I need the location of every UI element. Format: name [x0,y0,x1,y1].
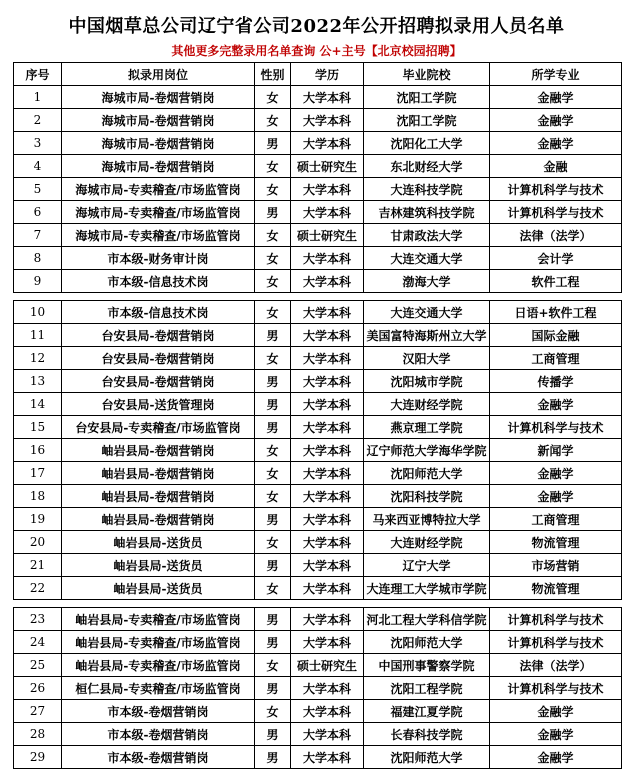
cell-gender: 女 [255,700,291,723]
cell-major: 软件工程 [490,270,622,293]
cell-major: 金融学 [490,109,622,132]
table-row [14,631,622,654]
cell-gender: 男 [255,370,291,393]
cell-index: 9 [14,270,62,293]
cell-education: 大学本科 [291,554,364,577]
cell-position: 台安县局-送货管理岗 [62,393,255,416]
table-row [14,86,622,109]
table-row [14,439,622,462]
cell-position: 海城市局-卷烟营销岗 [62,155,255,178]
cell-education: 大学本科 [291,178,364,201]
cell-education: 大学本科 [291,631,364,654]
cell-gender: 男 [255,746,291,769]
cell-gender: 女 [255,109,291,132]
cell-school: 福建江夏学院 [364,700,490,723]
cell-index: 13 [14,370,62,393]
cell-education: 大学本科 [291,109,364,132]
cell-gender: 女 [255,347,291,370]
cell-education: 大学本科 [291,746,364,769]
cell-index: 17 [14,462,62,485]
cell-school: 沈阳师范大学 [364,746,490,769]
cell-major: 国际金融 [490,324,622,347]
cell-school: 沈阳城市学院 [364,370,490,393]
table-row [14,577,622,600]
cell-school: 沈阳工学院 [364,109,490,132]
cell-school: 大连交通大学 [364,247,490,270]
cell-index: 28 [14,723,62,746]
cell-position: 台安县局-专卖稽查/市场监管岗 [62,416,255,439]
cell-major: 金融学 [490,485,622,508]
cell-education: 大学本科 [291,577,364,600]
cell-position: 岫岩县局-送货员 [62,577,255,600]
cell-position: 市本级-卷烟营销岗 [62,700,255,723]
cell-gender: 男 [255,508,291,531]
table-row [14,746,622,769]
cell-position: 岫岩县局-卷烟营销岗 [62,485,255,508]
cell-index: 2 [14,109,62,132]
cell-school: 东北财经大学 [364,155,490,178]
cell-school: 汉阳大学 [364,347,490,370]
cell-index: 16 [14,439,62,462]
cell-education: 大学本科 [291,439,364,462]
cell-education: 大学本科 [291,201,364,224]
cell-education: 大学本科 [291,347,364,370]
cell-gender: 男 [255,324,291,347]
cell-school: 沈阳工学院 [364,86,490,109]
cell-education: 大学本科 [291,301,364,324]
cell-school: 甘肃政法大学 [364,224,490,247]
table-row [14,178,622,201]
cell-index: 22 [14,577,62,600]
cell-position: 岫岩县局-专卖稽查/市场监管岗 [62,631,255,654]
cell-index: 24 [14,631,62,654]
table-row [14,270,622,293]
cell-school: 吉林建筑科技学院 [364,201,490,224]
cell-education: 大学本科 [291,393,364,416]
cell-school: 沈阳科技学院 [364,485,490,508]
cell-major: 工商管理 [490,508,622,531]
cell-education: 大学本科 [291,416,364,439]
cell-education: 大学本科 [291,132,364,155]
cell-school: 马来西亚博特拉大学 [364,508,490,531]
cell-index: 5 [14,178,62,201]
cell-school: 长春科技学院 [364,723,490,746]
cell-school: 大连财经学院 [364,531,490,554]
cell-gender: 女 [255,224,291,247]
table-row [14,700,622,723]
cell-school: 大连财经学院 [364,393,490,416]
cell-index: 4 [14,155,62,178]
cell-major: 金融学 [490,700,622,723]
cell-position: 市本级-财务审计岗 [62,247,255,270]
cell-position: 岫岩县局-送货员 [62,554,255,577]
cell-major: 金融学 [490,746,622,769]
cell-gender: 女 [255,577,291,600]
cell-major: 计算机科学与技术 [490,178,622,201]
cell-index: 25 [14,654,62,677]
cell-education: 大学本科 [291,86,364,109]
cell-index: 11 [14,324,62,347]
table-row [14,485,622,508]
cell-school: 河北工程大学科信学院 [364,608,490,631]
cell-position: 岫岩县局-专卖稽查/市场监管岗 [62,608,255,631]
cell-major: 市场营销 [490,554,622,577]
table-header-row [14,63,622,86]
header-position: 拟录用岗位 [62,63,255,86]
cell-position: 市本级-信息技术岗 [62,270,255,293]
cell-major: 金融学 [490,132,622,155]
cell-school: 辽宁师范大学海华学院 [364,439,490,462]
cell-school: 燕京理工学院 [364,416,490,439]
cell-school: 大连理工大学城市学院 [364,577,490,600]
cell-gender: 男 [255,631,291,654]
cell-position: 市本级-卷烟营销岗 [62,746,255,769]
cell-position: 海城市局-专卖稽查/市场监管岗 [62,224,255,247]
cell-position: 海城市局-卷烟营销岗 [62,109,255,132]
cell-index: 15 [14,416,62,439]
cell-position: 市本级-信息技术岗 [62,301,255,324]
cell-index: 12 [14,347,62,370]
cell-major: 金融 [490,155,622,178]
table-row [14,416,622,439]
cell-school: 中国刑事警察学院 [364,654,490,677]
cell-position: 岫岩县局-送货员 [62,531,255,554]
cell-position: 海城市局-卷烟营销岗 [62,132,255,155]
table-row [14,132,622,155]
cell-school: 沈阳师范大学 [364,462,490,485]
cell-major: 工商管理 [490,347,622,370]
cell-education: 大学本科 [291,485,364,508]
cell-gender: 女 [255,270,291,293]
cell-major: 日语+软件工程 [490,301,622,324]
cell-gender: 男 [255,723,291,746]
table-body [14,86,622,769]
table-row [14,301,622,324]
header-education: 学历 [291,63,364,86]
page-gap-cell [14,293,622,301]
cell-index: 21 [14,554,62,577]
table-row [14,224,622,247]
cell-gender: 男 [255,201,291,224]
cell-index: 10 [14,301,62,324]
cell-major: 计算机科学与技术 [490,631,622,654]
document-title: 中国烟草总公司辽宁省公司2022年公开招聘拟录用人员名单 [68,16,565,37]
cell-major: 金融学 [490,393,622,416]
cell-index: 1 [14,86,62,109]
cell-index: 14 [14,393,62,416]
cell-index: 19 [14,508,62,531]
cell-school: 沈阳化工大学 [364,132,490,155]
cell-index: 20 [14,531,62,554]
cell-school: 大连科技学院 [364,178,490,201]
cell-education: 大学本科 [291,462,364,485]
cell-position: 岫岩县局-卷烟营销岗 [62,439,255,462]
cell-major: 金融学 [490,86,622,109]
cell-education: 大学本科 [291,270,364,293]
document-subtitle: 其他更多完整录用名单查询 公+主号【北京校园招聘】 [171,44,462,58]
cell-education: 大学本科 [291,700,364,723]
cell-education: 大学本科 [291,608,364,631]
cell-school: 渤海大学 [364,270,490,293]
cell-gender: 女 [255,301,291,324]
cell-education: 大学本科 [291,508,364,531]
table-row [14,723,622,746]
header-major: 所学专业 [490,63,622,86]
cell-position: 海城市局-专卖稽查/市场监管岗 [62,201,255,224]
table-row [14,677,622,700]
table-row [14,347,622,370]
table-row [14,201,622,224]
cell-gender: 男 [255,677,291,700]
cell-school: 大连交通大学 [364,301,490,324]
cell-major: 会计学 [490,247,622,270]
cell-position: 台安县局-卷烟营销岗 [62,324,255,347]
table-row [14,608,622,631]
cell-major: 法律（法学） [490,224,622,247]
cell-index: 29 [14,746,62,769]
cell-gender: 女 [255,531,291,554]
cell-education: 大学本科 [291,677,364,700]
cell-position: 台安县局-卷烟营销岗 [62,370,255,393]
cell-major: 法律（法学） [490,654,622,677]
cell-position: 海城市局-专卖稽查/市场监管岗 [62,178,255,201]
cell-position: 岫岩县局-专卖稽查/市场监管岗 [62,654,255,677]
cell-education: 硕士研究生 [291,654,364,677]
cell-major: 计算机科学与技术 [490,201,622,224]
table-row [14,324,622,347]
table-row [14,654,622,677]
table-row [14,370,622,393]
cell-school: 辽宁大学 [364,554,490,577]
cell-gender: 女 [255,178,291,201]
cell-index: 18 [14,485,62,508]
cell-index: 6 [14,201,62,224]
table-row [14,508,622,531]
cell-index: 8 [14,247,62,270]
cell-gender: 女 [255,654,291,677]
page-gap [14,293,622,301]
cell-major: 传播学 [490,370,622,393]
cell-education: 硕士研究生 [291,224,364,247]
hires-table [13,62,622,769]
cell-gender: 女 [255,485,291,508]
cell-position: 桓仁县局-专卖稽查/市场监管岗 [62,677,255,700]
cell-position: 台安县局-卷烟营销岗 [62,347,255,370]
cell-gender: 男 [255,393,291,416]
cell-major: 物流管理 [490,531,622,554]
cell-major: 金融学 [490,723,622,746]
cell-education: 硕士研究生 [291,155,364,178]
cell-education: 大学本科 [291,247,364,270]
cell-education: 大学本科 [291,723,364,746]
cell-position: 海城市局-卷烟营销岗 [62,86,255,109]
cell-school: 沈阳工程学院 [364,677,490,700]
cell-gender: 男 [255,554,291,577]
header-school: 毕业院校 [364,63,490,86]
cell-gender: 女 [255,462,291,485]
cell-major: 计算机科学与技术 [490,608,622,631]
page-gap-cell [14,600,622,608]
cell-education: 大学本科 [291,531,364,554]
cell-major: 物流管理 [490,577,622,600]
table-row [14,247,622,270]
cell-school: 美国富特海斯州立大学 [364,324,490,347]
cell-major: 金融学 [490,462,622,485]
table-row [14,109,622,132]
cell-index: 26 [14,677,62,700]
cell-major: 计算机科学与技术 [490,677,622,700]
table-row [14,462,622,485]
cell-gender: 女 [255,247,291,270]
cell-index: 7 [14,224,62,247]
cell-major: 新闻学 [490,439,622,462]
cell-gender: 男 [255,416,291,439]
table-row [14,155,622,178]
cell-gender: 女 [255,86,291,109]
cell-gender: 男 [255,132,291,155]
table-row [14,393,622,416]
cell-major: 计算机科学与技术 [490,416,622,439]
cell-index: 23 [14,608,62,631]
cell-index: 3 [14,132,62,155]
cell-position: 岫岩县局-卷烟营销岗 [62,508,255,531]
cell-education: 大学本科 [291,324,364,347]
cell-education: 大学本科 [291,370,364,393]
header-gender: 性别 [255,63,291,86]
cell-position: 岫岩县局-卷烟营销岗 [62,462,255,485]
cell-index: 27 [14,700,62,723]
header-index: 序号 [14,63,62,86]
table-row [14,554,622,577]
cell-gender: 女 [255,439,291,462]
cell-gender: 女 [255,155,291,178]
cell-school: 沈阳师范大学 [364,631,490,654]
cell-gender: 男 [255,608,291,631]
page-gap [14,600,622,608]
cell-position: 市本级-卷烟营销岗 [62,723,255,746]
table-row [14,531,622,554]
